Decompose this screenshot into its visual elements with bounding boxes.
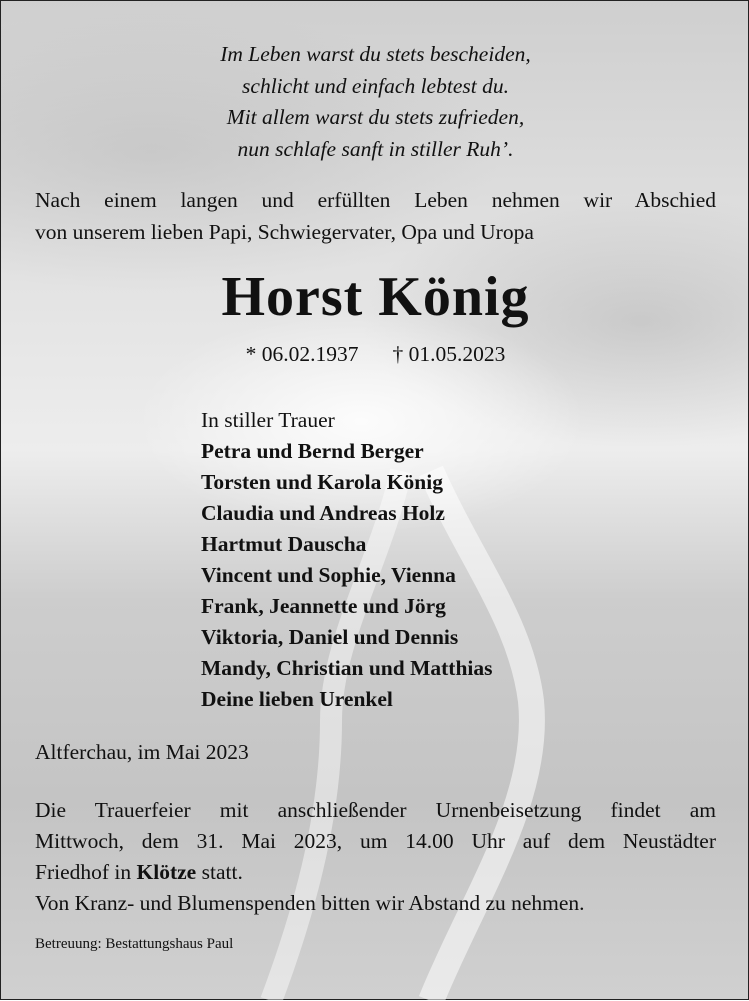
- mourner-name: Frank, Jeannette und Jörg: [201, 594, 446, 618]
- mourner-name: Mandy, Christian und Matthias: [201, 656, 493, 680]
- death-date: † 01.05.2023: [392, 342, 506, 366]
- poem-line: Mit allem warst du stets zufrieden,: [226, 105, 525, 129]
- mourner-name: Torsten und Karola König: [201, 470, 443, 494]
- funeral-line: [35, 857, 716, 888]
- funeral-text: Friedhof in: [35, 860, 137, 884]
- intro-text: [35, 185, 716, 248]
- place-date: Altferchau, im Mai 2023: [35, 740, 249, 764]
- mourner-name: Vincent und Sophie, Vienna: [201, 563, 456, 587]
- mourner-name: Viktoria, Daniel und Dennis: [201, 625, 459, 649]
- poem: [1, 39, 749, 165]
- mourners-list: [201, 405, 493, 715]
- life-dates: [1, 339, 749, 369]
- funeral-line: Die Trauerfeier mit anschließender Urnenbeisetzung findet am: [35, 798, 716, 822]
- funeral-location: Klötze: [136, 860, 197, 884]
- funeral-line: Mittwoch, dem 31. Mai 2023, um 14.00 Uhr auf dem Neustädter: [35, 829, 716, 853]
- intro-line: von unserem lieben Papi, Schwiegervater, Opa und Uropa: [35, 219, 534, 244]
- undertaker-credit: Betreuung: Bestattungshaus Paul: [35, 936, 234, 952]
- mourners-heading: In stiller Trauer: [201, 408, 335, 432]
- birth-date: * 06.02.1937: [245, 342, 359, 366]
- mourner-name: Claudia und Andreas Holz: [201, 501, 445, 525]
- funeral-line: Von Kranz- und Blumenspenden bitten wir Abstand zu nehmen.: [35, 891, 585, 915]
- mourner-name: Petra und Bernd Berger: [201, 439, 424, 463]
- funeral-text: statt.: [196, 860, 243, 884]
- mourner-name: Hartmut Dauscha: [201, 532, 367, 556]
- poem-line: Im Leben warst du stets bescheiden,: [220, 42, 531, 66]
- poem-line: schlicht und einfach lebtest du.: [242, 73, 509, 98]
- mourner-name: Deine lieben Urenkel: [201, 687, 393, 711]
- intro-line: Nach einem langen und erfüllten Leben nehmen wir Abschied: [35, 188, 716, 212]
- deceased-name: Horst König: [221, 266, 530, 328]
- poem-line: nun schlafe sanft in stiller Ruh’.: [237, 136, 514, 161]
- funeral-info: [35, 795, 716, 919]
